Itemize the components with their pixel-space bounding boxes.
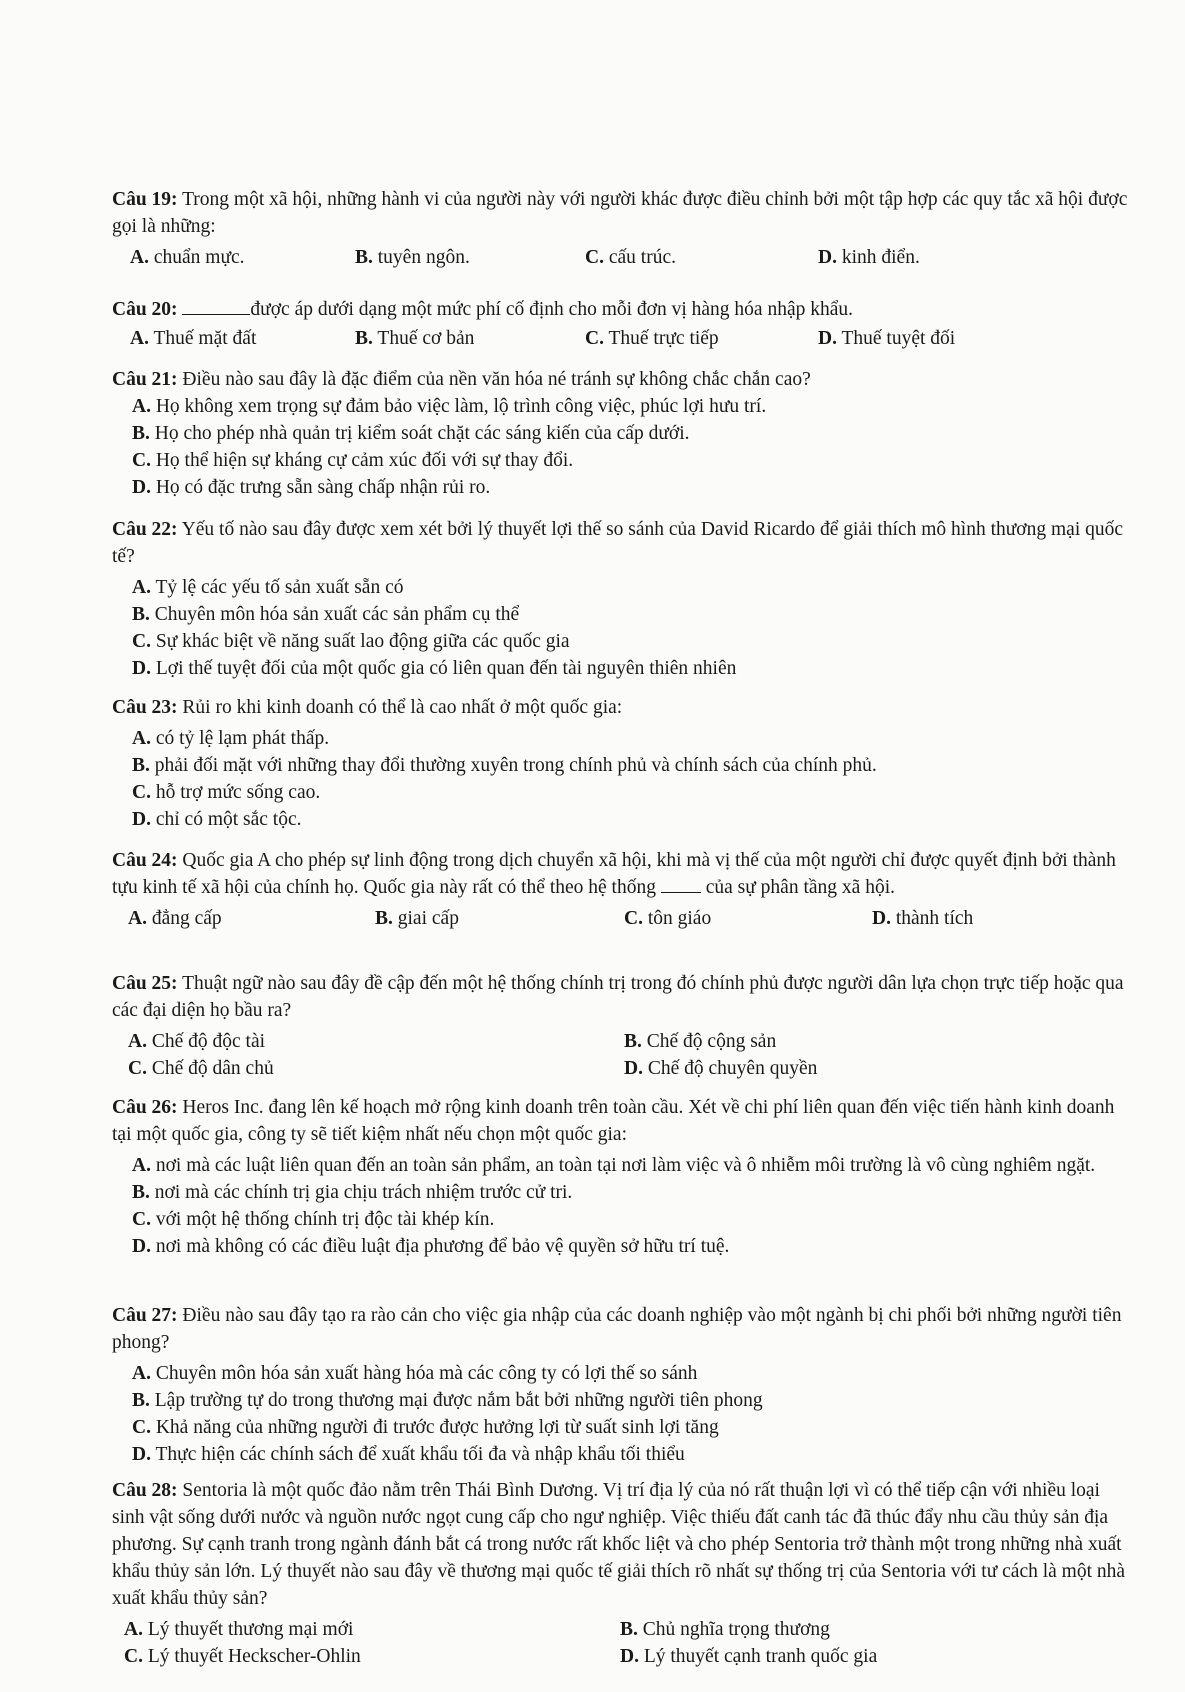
option-a: A. nơi mà các luật liên quan đến an toàn sản phẩm, an toàn tại nơi làm việc và ô nhiễm môi trường là vô cùng nghiêm ngặt. [132,1155,1096,1176]
question-text: Điều nào sau đây tạo ra rào cản cho việc gia nhập của các doanh nghiệp vào một ngành bị chi phối bởi những người tiên phong? [112,1305,1122,1353]
question-21 [112,366,1132,501]
option-a: A. có tỷ lệ lạm phát thấp. [132,728,330,749]
option-c: C. với một hệ thống chính trị độc tài khép kín. [132,1209,495,1230]
option-b: B. tuyên ngôn. [355,247,470,268]
question-number: Câu 26: [112,1097,178,1118]
option-c: C. Họ thể hiện sự kháng cự cảm xúc đối với sự thay đổi. [132,450,574,471]
option-d: D. thành tích [872,908,974,929]
option-a: A. Chuyên môn hóa sản xuất hàng hóa mà các công ty có lợi thế so sánh [132,1363,698,1384]
option-a: A. Họ không xem trọng sự đảm bảo việc làm, lộ trình công việc, phúc lợi hưu trí. [132,396,767,417]
question-28 [112,1477,1132,1670]
option-d: D. kinh điển. [818,247,920,268]
option-b: B. Chế độ cộng sản [624,1031,777,1052]
question-number: Câu 20: [112,299,178,320]
option-c: C. Sự khác biệt về năng suất lao động giữa các quốc gia [132,631,570,652]
question-number: Câu 23: [112,697,178,718]
question-text: Thuật ngữ nào sau đây đề cập đến một hệ thống chính trị trong đó chính phủ được người dân lựa chọn trực tiếp hoặc qua các đại diện họ bầu ra? [112,973,1124,1021]
option-d: D. Lợi thế tuyệt đối của một quốc gia có liên quan đến tài nguyên thiên nhiên [132,658,737,679]
question-19 [112,186,1132,271]
option-a: A. đẳng cấp [128,908,222,929]
option-a: A. chuẩn mực. [130,247,245,268]
question-number: Câu 28: [112,1480,178,1501]
option-c: C. cấu trúc. [585,247,676,268]
question-text: Trong một xã hội, những hành vi của người này với người khác được điều chỉnh bởi một tập hợp các quy tắc xã hội được gọi là những: [112,189,1128,237]
option-c: C. Chế độ dân chủ [128,1058,274,1079]
option-a: A. Lý thuyết thương mại mới [124,1619,354,1640]
option-d: D. chỉ có một sắc tộc. [132,809,302,830]
option-b: B. Chủ nghĩa trọng thương [620,1619,830,1640]
question-text: Heros Inc. đang lên kế hoạch mở rộng kinh doanh trên toàn cầu. Xét về chi phí liên quan đến việc tiến hành kinh doanh tại một quốc gia, công ty sẽ tiết kiệm nhất nếu chọn một quốc gia: [112,1097,1115,1145]
option-b: B. phải đối mặt với những thay đổi thường xuyên trong chính phủ và chính sách của chính phủ. [132,755,877,776]
option-d: D. Họ có đặc trưng sẵn sàng chấp nhận rủi ro. [132,477,491,498]
option-b: B. Lập trường tự do trong thương mại được nắm bắt bởi những người tiên phong [132,1390,763,1411]
question-number: Câu 24: [112,850,178,871]
question-number: Câu 25: [112,973,178,994]
option-b: B. Chuyên môn hóa sản xuất các sản phẩm cụ thể [132,604,520,625]
option-b: B. nơi mà các chính trị gia chịu trách nhiệm trước cử tri. [132,1182,573,1203]
question-27 [112,1302,1132,1468]
question-number: Câu 22: [112,519,178,540]
answer-blank [182,296,250,315]
option-b: B. Họ cho phép nhà quản trị kiểm soát chặt các sáng kiến của cấp dưới. [132,423,690,444]
question-text: Sentoria là một quốc đảo nằm trên Thái Bình Dương. Vị trí địa lý của nó rất thuận lợi vì có thể tiếp cận với nhiều loại sinh vật sống dưới nước và nguồn nước ngọt cung cấp cho ngư nghiệp. Việc thiếu đất canh tác đã thúc đẩy nhu cầu thủy sản địa phương. Sự cạnh tranh trong ngành đánh bắt cá trong nước rất khốc liệt và cho phép Sentoria trở thành một trong những nhà xuất khẩu thủy sản lớn. Lý thuyết nào sau đây về thương mại quốc tế giải thích rõ nhất sự thống trị của Sentoria với tư cách là một nhà xuất khẩu thủy sản? [112,1480,1126,1609]
question-text: Điều nào sau đây là đặc điểm của nền văn hóa né tránh sự không chắc chắn cao? [177,369,811,390]
option-c: C. Lý thuyết Heckscher-Ohlin [124,1646,361,1667]
option-b: B. Thuế cơ bản [355,328,475,349]
option-c: C. Khả năng của những người đi trước được hưởng lợi từ suất sinh lợi tăng [132,1417,719,1438]
option-d: D. Thuế tuyệt đối [818,328,956,349]
option-c: C. hỗ trợ mức sống cao. [132,782,321,803]
option-c: C. tôn giáo [624,908,712,929]
question-text: được áp dưới dạng một mức phí cố định cho mỗi đơn vị hàng hóa nhập khẩu. [250,299,853,320]
option-a: A. Thuế mặt đất [130,328,257,349]
answer-blank [661,874,701,893]
question-number: Câu 21: [112,369,178,390]
question-text: Rủi ro khi kinh doanh có thể là cao nhất ở một quốc gia: [177,697,623,718]
option-d: D. nơi mà không có các điều luật địa phương để bảo vệ quyền sở hữu trí tuệ. [132,1236,730,1257]
question-text: Quốc gia A cho phép sự linh động trong dịch chuyển xã hội, khi mà vị thế của một người chỉ được quyết định bởi thành tựu kinh tế xã hội của chính họ. Quốc gia này rất có thể theo hệ thống [112,850,1116,898]
question-20 [112,296,1132,352]
option-d: D. Chế độ chuyên quyền [624,1058,818,1079]
question-22 [112,516,1132,682]
question-number: Câu 19: [112,189,178,210]
question-number: Câu 27: [112,1305,178,1326]
option-c: C. Thuế trực tiếp [585,328,719,349]
option-a: A. Chế độ độc tài [128,1031,266,1052]
option-a: A. Tỷ lệ các yếu tố sản xuất sẵn có [132,577,404,598]
question-23 [112,694,1132,833]
question-25 [112,970,1132,1082]
question-text: Yếu tố nào sau đây được xem xét bởi lý thuyết lợi thế so sánh của David Ricardo để giải thích mô hình thương mại quốc tế? [112,519,1124,567]
question-text-end: của sự phân tầng xã hội. [700,877,895,898]
option-d: D. Lý thuyết cạnh tranh quốc gia [620,1646,878,1667]
question-26 [112,1094,1132,1260]
question-24 [112,847,1132,932]
option-b: B. giai cấp [375,908,459,929]
option-d: D. Thực hiện các chính sách để xuất khẩu tối đa và nhập khẩu tối thiểu [132,1444,685,1465]
